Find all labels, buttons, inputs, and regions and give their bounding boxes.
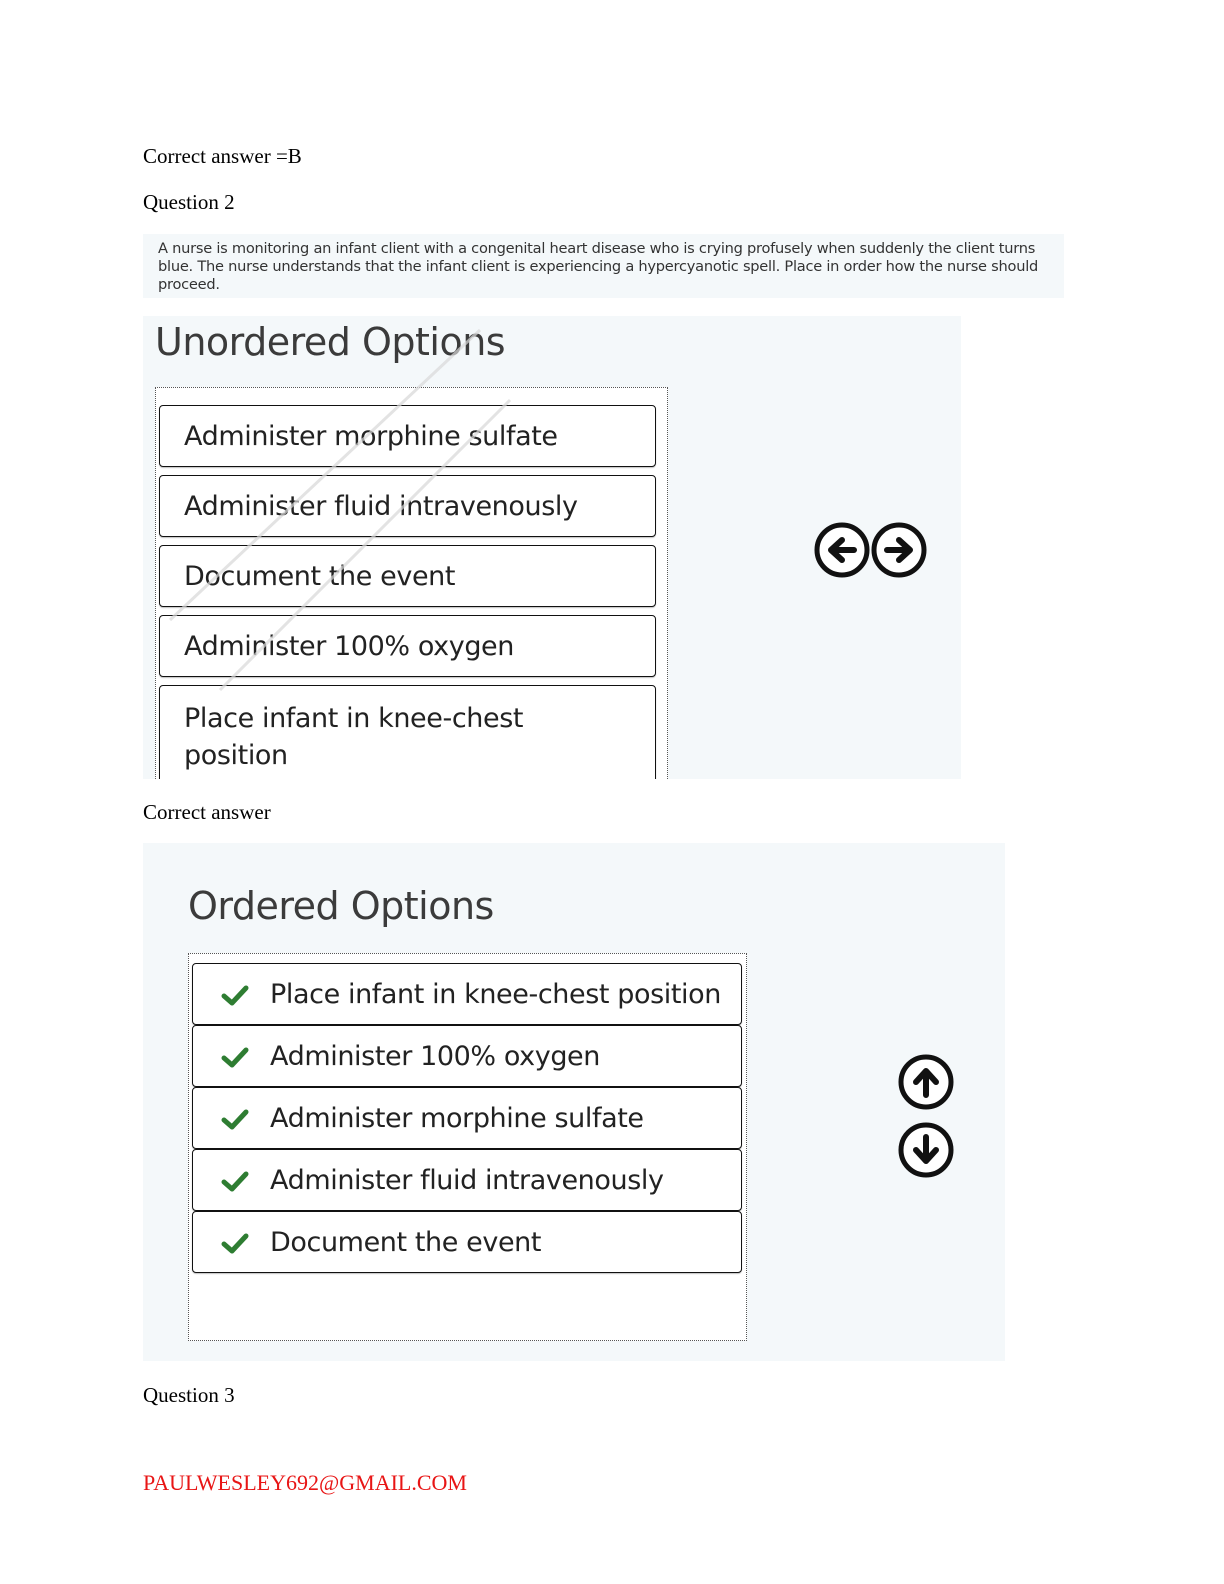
check-icon xyxy=(221,1232,249,1254)
arrow-left-icon[interactable] xyxy=(813,521,871,579)
unordered-options-panel xyxy=(143,316,961,779)
unordered-options-title: Unordered Options xyxy=(155,320,506,364)
correct-answer-label: Correct answer xyxy=(143,800,271,824)
unordered-option[interactable]: Place infant in knee-chest position xyxy=(159,685,656,779)
check-icon xyxy=(221,984,249,1006)
unordered-options-list xyxy=(155,387,668,779)
ordered-option[interactable] xyxy=(192,1087,742,1149)
footer-email: PAULWESLEY692@GMAIL.COM xyxy=(143,1470,467,1495)
ordered-option-label: Administer 100% oxygen xyxy=(270,1041,600,1072)
arrow-up-icon[interactable] xyxy=(897,1053,955,1111)
arrow-right-icon[interactable] xyxy=(870,521,928,579)
question-heading: Question 2 xyxy=(143,190,235,214)
ordered-option-label: Document the event xyxy=(270,1227,542,1258)
ordered-option[interactable] xyxy=(192,1211,742,1273)
unordered-option[interactable]: Administer 100% oxygen xyxy=(159,615,656,677)
previous-correct-answer: Correct answer =B xyxy=(143,144,302,168)
check-icon xyxy=(221,1108,249,1130)
ordered-options-title: Ordered Options xyxy=(188,884,494,928)
unordered-option[interactable]: Document the event xyxy=(159,545,656,607)
ordered-option-label: Administer morphine sulfate xyxy=(270,1103,644,1134)
next-question-heading: Question 3 xyxy=(143,1383,235,1407)
unordered-option[interactable]: Administer morphine sulfate xyxy=(159,405,656,467)
check-icon xyxy=(221,1170,249,1192)
ordered-option-label: Place infant in knee-chest position xyxy=(270,979,721,1010)
ordered-option[interactable] xyxy=(192,1149,742,1211)
ordered-options-panel xyxy=(143,843,1005,1361)
unordered-option[interactable]: Administer fluid intravenously xyxy=(159,475,656,537)
question-text: A nurse is monitoring an infant client with a congenital heart disease who is crying profusely when suddenly the client turns blue. The nurse understands that the infant client is experiencing a hypercyanotic spell. Place in order how the nurse should proceed. xyxy=(143,234,1064,298)
arrow-down-icon[interactable] xyxy=(897,1121,955,1179)
ordered-option[interactable] xyxy=(192,963,742,1025)
ordered-options-list xyxy=(188,953,747,1341)
ordered-option[interactable] xyxy=(192,1025,742,1087)
ordered-option-label: Administer fluid intravenously xyxy=(270,1165,664,1196)
check-icon xyxy=(221,1046,249,1068)
